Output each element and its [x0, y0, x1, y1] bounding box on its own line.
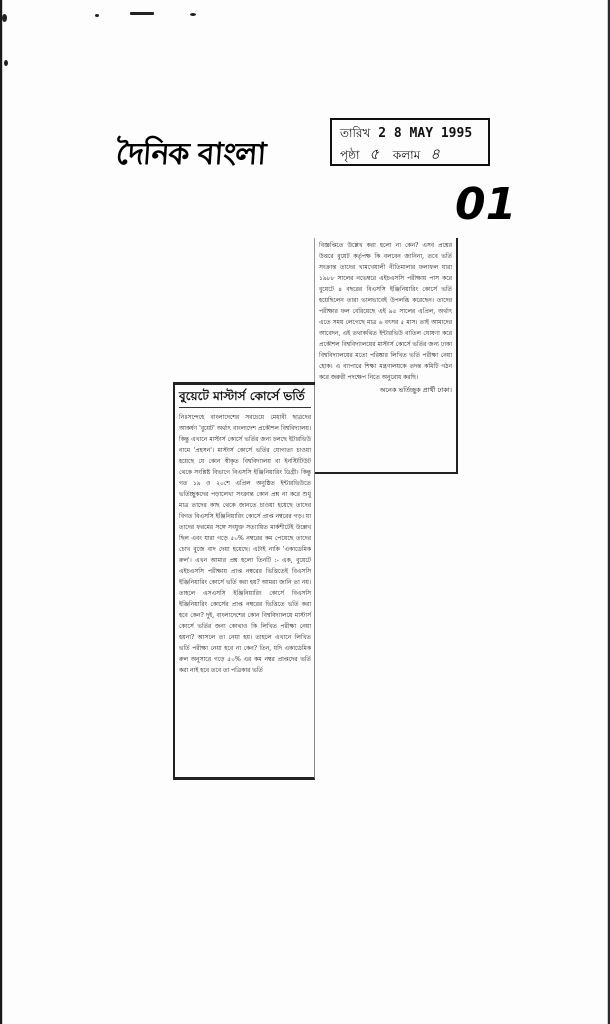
article-body-continued: বিজ্ঞপ্তিতে উল্লেখ করা হলো না কেন? এসব প্রশ্নের উত্তরে বুয়েট কর্তৃপক্ষ কি বলবেন জানিনা, তবে ভর্তি সংক্রান্ত তাদের খামখেয়ালী নীতিমালার ফলাফল যারা ১৯৮৮ সালের নভেম্বরে এইচএসসি পরীক্ষায় পাস করে বুয়েটে ৪ বছরের বিএসসি ইঞ্জিনিয়ারিং কোর্সে ভর্তি হয়েছিলেন তারা ভালভাবেই উপলব্ধি করেছেন। তাদের পরীক্ষার ফল বেরিয়েছে এই ৯৫ সালের এপ্রিল, অর্থাৎ এতে সময় লেগেছে মাত্র ৬ বৎসর ৫ মাস। তাই আমাদের আবেদন, এই তথাকথিত ইন্টারভিউ বাতিল ঘোষণা করে প্রকৌশল বিশ্ববিদ্যালয়ের মাস্টার্স কোর্সে ভর্তির জন্য ঢাকা বিশ্ববিদ্যালয়ের মতো পরিষ্কার লিখিত ভর্তি পরীক্ষা নেয়া হোক। এ ব্যাপারে শিক্ষা মন্ত্রণালয়কে তদন্ত কমিটি গঠন করে জরুরী পদক্ষেপ নিতে অনুরোধ করছি।	[319, 242, 452, 381]
newspaper-masthead: দৈনিক বাংলা	[114, 137, 267, 172]
stamp-column-label: কলাম	[392, 148, 421, 162]
date-stamp	[330, 118, 490, 166]
stamp-date-label: তারিখ	[340, 126, 371, 140]
article-signature: অনেক ভর্তিচ্ছুক প্রার্থী ঢাকা।	[379, 386, 452, 394]
stamp-page-value: ৫	[369, 145, 380, 163]
stamp-page-row	[340, 144, 480, 165]
stamp-date-row	[340, 123, 480, 144]
stamp-date-value: 2 8 MAY 1995	[378, 126, 473, 141]
scan-speck	[95, 14, 99, 17]
scan-speck	[130, 12, 154, 15]
scan-speck	[4, 60, 8, 66]
reference-number: 01	[455, 179, 517, 230]
stamp-page-label: পৃষ্ঠা	[340, 148, 360, 162]
scan-edge-right	[604, 0, 610, 1024]
article-headline: বুয়েটে মাস্টার্স কোর্সে ভর্তি	[179, 389, 311, 408]
article-clip-upper	[314, 238, 458, 474]
article-body: নিঃসন্দেহে বাংলাদেশের সবচেয়ে মেধাবী ছাত্রদের আকর্ষণ 'বুয়েট' অর্থাৎ বাংলাদেশ প্রকৌশল বিশ্ববিদ্যালয়। কিন্তু এখানে মাস্টার্স কোর্সে ভর্তির জন্য চলছে ইটারভিউ নামে 'প্রহসন'। মাস্টার্স কোর্সে ভর্তির যোগ্যতা চাওয়া হয়েছে যে কোন স্বীকৃত বিশ্ববিদ্যালয় বা ইনস্টিটিউট থেকে সংশ্লিষ্ট বিভাগে বিএসসি ইঞ্জিনিয়ারিং ডিগ্রী। কিন্তু গত ১৯ ও ২০শে এপ্রিল অনুষ্ঠিত ইন্টারভিউতে ভর্তিচ্ছুকদের পড়ালেখা সংক্রান্ত কোন প্রশ্ন না করে শুধু মাত্র তাদের কাছ থেকে জানতে চাওয়া হয়েছে তাদের বিগত বিএসসি ইঞ্জিনিয়ারিং কোর্সে প্রাপ্ত নম্বরের গড়। যা তাদের ফরমের সঙ্গে সংযুক্ত সত্যায়িত মার্কশীটেই উল্লেখ ছিল এবং যারা গড়ে ৫০% নম্বরের কম পেয়েছে তাদের চোখ বুজে বাদ দেয়া হয়েছে। এটাই নাকি 'একাডেমিক রুল'। এখন আমার প্রশ্ন হলো তিনটি :- এক, বুয়েটে এইচএসসি পরীক্ষায় প্রাপ্ত নম্বরের ভিত্তিতেই বিএসসি ইঞ্জিনিয়ারিং কোর্সে ভর্তি করা হয়? আমরা জানি তা নয়। তাহলে এসএসসি ইঞ্জিনিয়ারিং কোর্সে বিএসসি ইঞ্জিনিয়ারিং কোর্সের প্রাপ্ত নম্বরের ভিত্তিতে ভর্তি করা হবে কেন? দুই, বাংলাদেশের কোন বিশ্ববিদ্যালয়ে মাস্টার্স কোর্সে ভর্তির জন্য কোথাও কি লিখিত পরীক্ষা নেয়া হয়না? আসলে তা নেয়া হয়। তাহলে এখানে লিখিত ভর্তি পরীক্ষা নেয়া হবে না কেন? তিন, যদি একাডেমিক রুল অনুসারে গড়ে ৫০% এর কম নম্বর প্রাপ্তদের ভর্তি করা নাই হবে তবে তা পত্রিকার ভর্তি	[179, 414, 311, 674]
article-clip-lower	[173, 385, 315, 780]
scan-edge-left	[0, 0, 6, 1024]
scan-speck	[190, 13, 196, 16]
stamp-column-value: ৪	[430, 145, 440, 163]
scan-speck	[2, 14, 7, 22]
scan-edge-top	[0, 0, 610, 14]
